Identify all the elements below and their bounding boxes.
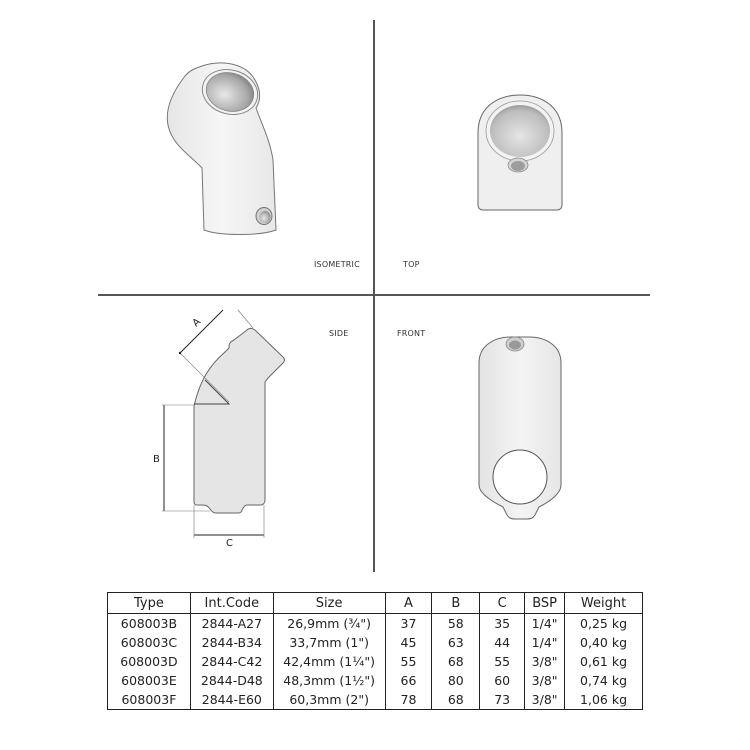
isometric-drawing xyxy=(150,40,310,240)
cell-c: 35 xyxy=(480,614,525,634)
cell-int-code: 2844-E60 xyxy=(190,690,273,710)
cell-type: 608003D xyxy=(108,652,191,671)
vertical-divider xyxy=(373,20,375,572)
cell-weight: 1,06 kg xyxy=(565,690,643,710)
cell-bsp: 3/8" xyxy=(525,690,565,710)
cell-c: 60 xyxy=(480,671,525,690)
cell-c: 44 xyxy=(480,633,525,652)
view-label-isometric: ISOMETRIC xyxy=(314,260,360,269)
cell-a: 66 xyxy=(385,671,432,690)
dimension-b-label: B xyxy=(153,454,160,465)
cell-a: 78 xyxy=(385,690,432,710)
cell-size: 42,4mm (1¼") xyxy=(273,652,385,671)
cell-weight: 0,25 kg xyxy=(565,614,643,634)
header-bsp: BSP xyxy=(525,593,565,614)
dimension-a-label: A xyxy=(190,316,204,330)
header-size: Size xyxy=(273,593,385,614)
cell-c: 55 xyxy=(480,652,525,671)
header-int-code: Int.Code xyxy=(190,593,273,614)
cell-a: 45 xyxy=(385,633,432,652)
table-row xyxy=(108,690,643,710)
cell-weight: 0,61 kg xyxy=(565,652,643,671)
view-label-front: FRONT xyxy=(397,329,426,338)
table-row xyxy=(108,614,643,634)
dimension-c-label: C xyxy=(226,538,233,549)
cell-b: 68 xyxy=(432,652,480,671)
front-view-drawing xyxy=(475,335,565,525)
cell-a: 55 xyxy=(385,652,432,671)
top-view-drawing xyxy=(470,95,570,215)
header-weight: Weight xyxy=(565,593,643,614)
cell-int-code: 2844-A27 xyxy=(190,614,273,634)
cell-int-code: 2844-C42 xyxy=(190,652,273,671)
cell-type: 608003C xyxy=(108,633,191,652)
cell-weight: 0,74 kg xyxy=(565,671,643,690)
cell-bsp: 1/4" xyxy=(525,614,565,634)
cell-type: 608003B xyxy=(108,614,191,634)
cell-type: 608003F xyxy=(108,690,191,710)
cell-b: 63 xyxy=(432,633,480,652)
cell-c: 73 xyxy=(480,690,525,710)
cell-b: 58 xyxy=(432,614,480,634)
table-row xyxy=(108,633,643,652)
view-label-side: SIDE xyxy=(329,329,349,338)
cell-weight: 0,40 kg xyxy=(565,633,643,652)
cell-int-code: 2844-D48 xyxy=(190,671,273,690)
cell-b: 68 xyxy=(432,690,480,710)
header-type: Type xyxy=(108,593,191,614)
side-view-drawing xyxy=(150,310,280,550)
table-row xyxy=(108,671,643,690)
cell-type: 608003E xyxy=(108,671,191,690)
cell-size: 33,7mm (1") xyxy=(273,633,385,652)
cell-size: 48,3mm (1½") xyxy=(273,671,385,690)
cell-bsp: 3/8" xyxy=(525,652,565,671)
table-row xyxy=(108,652,643,671)
cell-size: 26,9mm (¾") xyxy=(273,614,385,634)
table-header-row xyxy=(108,593,643,614)
view-label-top: TOP xyxy=(403,260,420,269)
cell-b: 80 xyxy=(432,671,480,690)
cell-bsp: 1/4" xyxy=(525,633,565,652)
cell-int-code: 2844-B34 xyxy=(190,633,273,652)
header-b: B xyxy=(432,593,480,614)
spec-table xyxy=(107,592,643,710)
cell-a: 37 xyxy=(385,614,432,634)
header-a: A xyxy=(385,593,432,614)
header-c: C xyxy=(480,593,525,614)
cell-bsp: 3/8" xyxy=(525,671,565,690)
cell-size: 60,3mm (2") xyxy=(273,690,385,710)
